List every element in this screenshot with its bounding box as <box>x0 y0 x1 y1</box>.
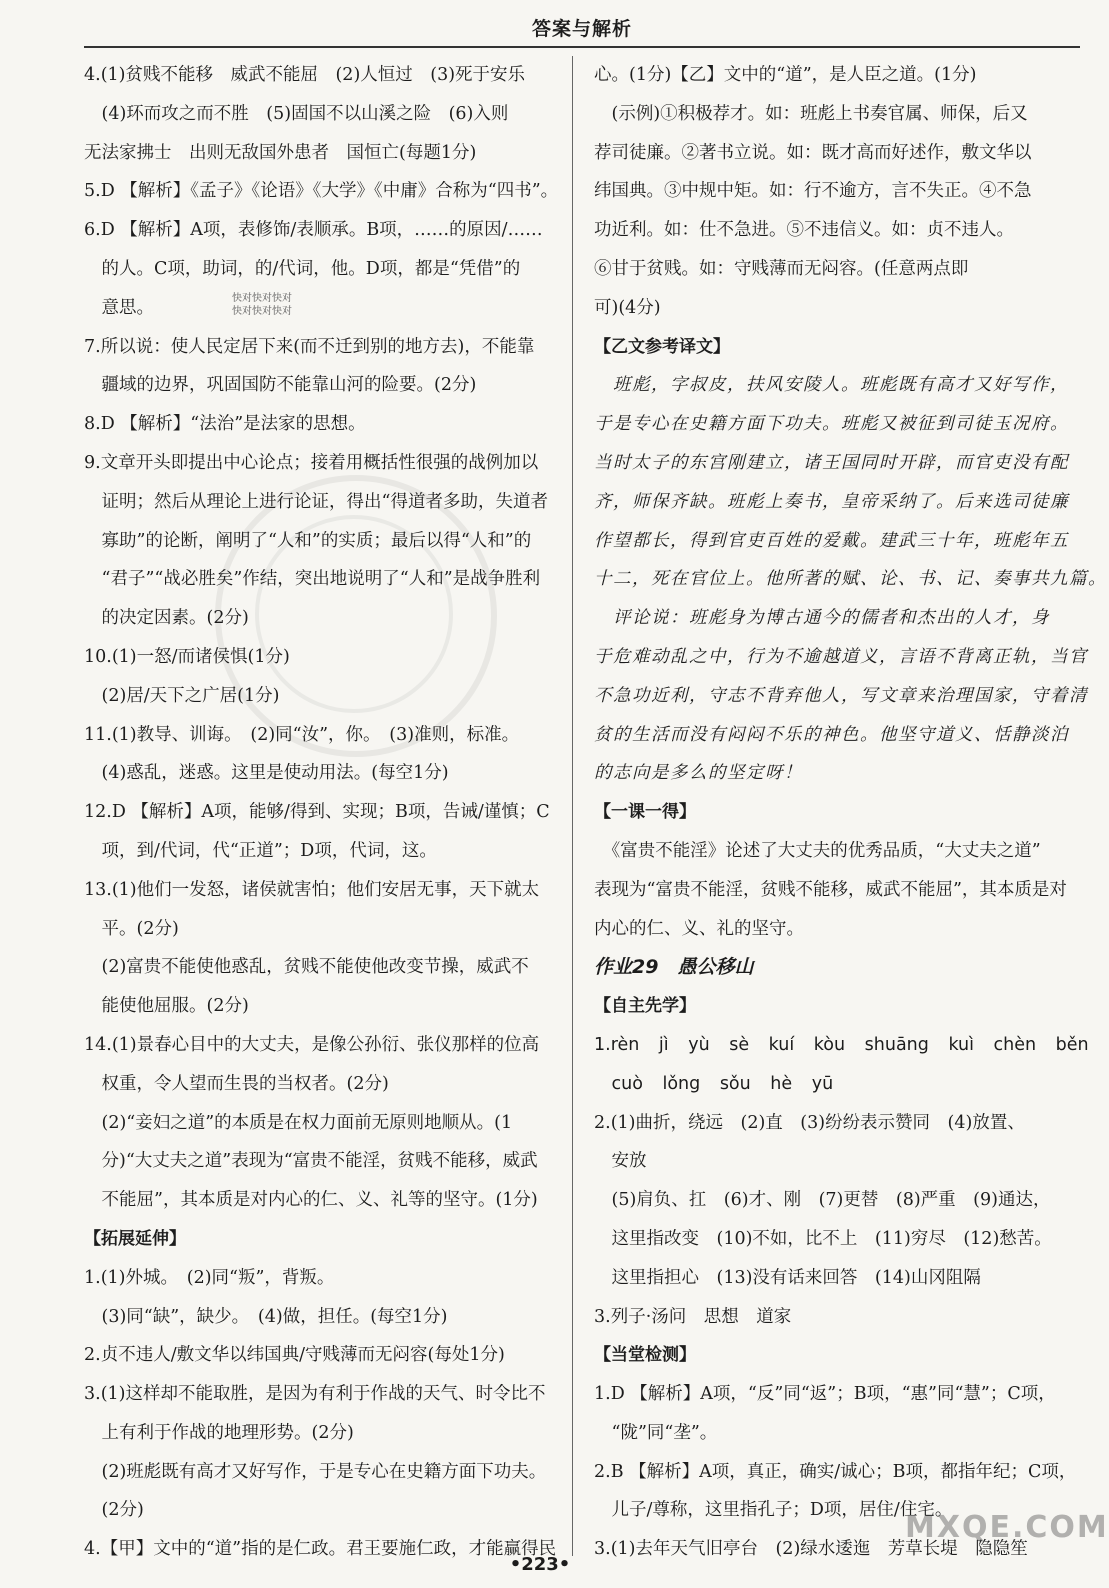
left-text-line: 项，到/代词，代“正道”；D项，代词，这。 <box>84 840 437 861</box>
left-text-line: 寡助”的论断，阐明了“人和”的实质；最后以得“人和”的 <box>84 530 532 551</box>
right-text-line: 荐司徒廉。②著书立说。如：既才高而好述作，敷文华以 <box>594 142 1032 163</box>
left-text-line: (2)班彪既有高才又好写作，于是专心在史籍方面下功夫。 <box>84 1461 547 1482</box>
right-text-line: 的志向是多么的坚定呀！ <box>594 763 803 784</box>
right-text-line: 2.B 【解析】A项，真正，确实/诚心；B项，都指年纪；C项， <box>594 1461 1077 1482</box>
right-text-line: ⑥甘于贫贱。如：守贱薄而无闷容。(任意两点即 <box>594 258 969 279</box>
right-text-line: 班彪，字叔皮，扶风安陵人。班彪既有高才又好写作， <box>594 375 1069 396</box>
right-text-line: 作望都长，得到官吏百姓的爱戴。建武三十年，班彪年五 <box>594 530 1069 551</box>
right-text-line: 当时太子的东宫刚建立，诸王国同时开辟，而官吏没有配 <box>594 452 1069 473</box>
right-text-line: 【当堂检测】 <box>594 1345 696 1366</box>
column-divider <box>572 56 573 1556</box>
left-text-line: 5.D 【解析】《孟子》《论语》《大学》《中庸》合称为“四书”。 <box>84 181 559 202</box>
left-text-line: 上有利于作战的地理形势。(2分) <box>84 1422 354 1443</box>
left-text-line: 1.(1)外城。 (2)同“叛”，背叛。 <box>84 1267 335 1288</box>
right-text-line: 表现为“富贵不能淫，贫贱不能移，威武不能屈”，其本质是对 <box>594 879 1067 900</box>
left-text-line: 的决定因素。(2分) <box>84 608 249 629</box>
right-text-line: 儿子/尊称，这里指孔子；D项，居住/住宅。 <box>594 1500 953 1521</box>
left-text-line: 无法家拂士 出则无敌国外患者 国恒亡(每题1分) <box>84 142 477 163</box>
right-text-line: 评论说：班彪身为博古通今的儒者和杰出的人才，身 <box>594 608 1050 629</box>
right-text-line: 这里指担心 (13)没有话来回答 (14)山冈阻隔 <box>594 1267 981 1288</box>
header-title: 答案与解析 <box>531 18 632 40</box>
right-text-line: 于是专心在史籍方面下功夫。班彪又被征到司徒玉况府。 <box>594 414 1069 435</box>
left-text-line: (2)居/天下之广居(1分) <box>84 685 280 706</box>
right-text-line: 可)(4分) <box>594 297 661 318</box>
left-text-line: “君子”“战必胜矣”作结，突出地说明了“人和”是战争胜利 <box>84 569 541 590</box>
right-text-line: 【一课一得】 <box>594 802 696 823</box>
watermark-corner: MXQE.COM <box>905 1510 1109 1545</box>
right-text-line: 于危难动乱之中，行为不逾越道义，言语不背离正轨，当官 <box>594 646 1088 667</box>
left-text-line: 不能屈”，其本质是对内心的仁、义、礼等的坚守。(1分) <box>84 1190 538 1211</box>
watermark-text: 快对快对快对 快对快对快对 <box>232 293 292 317</box>
right-text-line: 《富贵不能淫》论述了大丈夫的优秀品质，“大丈夫之道” <box>594 840 1041 861</box>
right-column <box>594 56 1107 1569</box>
right-text-line: 心。(1分)【乙】文中的“道”，是人臣之道。(1分) <box>594 65 977 85</box>
right-text-line: 这里指改变 (10)不如，比不上 (11)穷尽 (12)愁苦。 <box>594 1228 1052 1249</box>
right-text-line: 3.列子·汤问 思想 道家 <box>594 1306 792 1327</box>
left-text-line: 权重，令人望而生畏的当权者。(2分) <box>84 1073 389 1094</box>
right-text-line: 【乙文参考译文】 <box>594 336 730 357</box>
right-text-line: 内心的仁、义、礼的坚守。 <box>594 918 804 939</box>
left-text-line: 12.D 【解析】A项，能够/得到、实现；B项，告诫/谨慎；C <box>84 802 550 823</box>
left-text-line: 2.贞不违人/敷文华以纬国典/守贱薄而无闷容(每处1分) <box>84 1345 505 1366</box>
page-number: •223• <box>509 1554 571 1575</box>
left-text-line: 疆域的边界，巩固国防不能靠山河的险要。(2分) <box>84 375 477 396</box>
right-text-line: 不急功近利，守志不背弃他人，写文章来治理国家，守着清 <box>594 685 1088 706</box>
right-text-line: (示例)①积极荐才。如：班彪上书奏官属、师保，后又 <box>594 103 1028 124</box>
left-text-line: 的人。C项，助词，的/代词，他。D项，都是“凭借”的 <box>84 258 521 279</box>
left-text-line: 能使他屈服。(2分) <box>84 996 249 1017</box>
right-text-line: 2.(1)曲折，绕远 (2)直 (3)纷纷表示赞同 (4)放置、 <box>594 1112 1025 1133</box>
right-text-line: 1.D 【解析】A项，“反”同“返”；B项，“惠”同“慧”；C项， <box>594 1384 1056 1405</box>
left-text-line: 4.【甲】文中的“道”指的是仁政。君王要施仁政，才能赢得民 <box>84 1539 557 1560</box>
left-text-line: 证明；然后从理论上进行论证，得出“得道者多助，失道者 <box>84 491 548 512</box>
right-text-line: 纬国典。③中规中矩。如：行不逾方，言不失正。④不急 <box>594 181 1032 202</box>
left-text-line: (2)“妾妇之道”的本质是在权力面前无原则地顺从。(1 <box>84 1112 513 1133</box>
left-text-line: (4)惑乱，迷惑。这里是使动用法。(每空1分) <box>84 763 449 784</box>
right-text-line: 作业29 愚公移山 <box>594 956 754 979</box>
left-text-line: 平。(2分) <box>84 918 179 939</box>
right-text-line: (5)肩负、扛 (6)才、刚 (7)更替 (8)严重 (9)通达， <box>594 1190 1051 1211</box>
left-text-line: 3.(1)这样却不能取胜，是因为有利于作战的天气、时令比不 <box>84 1384 546 1405</box>
right-text-line: 安放 <box>594 1151 647 1172</box>
right-text-line: cuò lǒng sǒu hè yū <box>594 1073 834 1094</box>
left-text-line: 8.D 【解析】“法治”是法家的思想。 <box>84 414 366 435</box>
left-text-line: 【拓展延伸】 <box>84 1228 186 1249</box>
right-text-line: 3.(1)去年天气旧亭台 (2)绿水逶迤 芳草长堤 隐隐笙 <box>594 1539 1028 1560</box>
left-text-line: 7.所以说：使人民定居下来(而不迁到别的地方去)，不能靠 <box>84 336 535 357</box>
right-text-line: 十二，死在官位上。他所著的赋、论、书、记、奏事共九篇。 <box>594 569 1107 590</box>
left-text-line: (3)同“缺”，缺少。 (4)做，担任。(每空1分) <box>84 1306 448 1327</box>
left-text-line: 意思。 <box>84 297 154 318</box>
left-text-line: 6.D 【解析】A项，表修饰/表顺承。B项，……的原因/…… <box>84 220 543 241</box>
left-text-line: 13.(1)他们一发怒，诸侯就害怕；他们安居无事，天下就太 <box>84 879 540 900</box>
left-text-line: 4.(1)贫贱不能移 威武不能屈 (2)人恒过 (3)死于安乐 <box>84 65 526 85</box>
left-text-line: 分)“大丈夫之道”表现为“富贵不能淫，贫贱不能移，威武 <box>84 1151 538 1172</box>
left-text-line: 11.(1)教导、训诲。 (2)同“汝”，你。 (3)准则，标准。 <box>84 724 520 745</box>
right-text-line: 1.rèn jì yù sè kuí kòu shuāng kuì chèn běn <box>594 1034 1089 1055</box>
right-text-line: 功近利。如：仕不急进。⑤不违信义。如：贞不违人。 <box>594 220 1014 241</box>
left-text-line: 9.文章开头即提出中心论点；接着用概括性很强的战例加以 <box>84 452 539 473</box>
right-text-line: 【自主先学】 <box>594 996 696 1017</box>
left-text-line: (2分) <box>84 1500 144 1521</box>
right-text-line: 贫的生活而没有闷闷不乐的神色。他坚守道义、恬静淡泊 <box>594 724 1069 745</box>
left-text-line: 10.(1)一怒/而诸侯惧(1分) <box>84 646 290 667</box>
left-text-line: (2)富贵不能使他惑乱，贫贱不能使他改变节操，威武不 <box>84 957 529 978</box>
left-text-line: 14.(1)景春心目中的大丈夫，是像公孙衍、张仪那样的位高 <box>84 1034 540 1055</box>
left-column <box>84 56 559 1569</box>
right-text-line: “陇”同“垄”。 <box>594 1422 718 1443</box>
right-text-line: 齐，师保齐缺。班彪上奏书，皇帝采纳了。后来选司徒廉 <box>594 491 1069 512</box>
left-text-line: (4)环而攻之而不胜 (5)固国不以山溪之险 (6)入则 <box>84 103 509 124</box>
page-header <box>84 0 1080 48</box>
